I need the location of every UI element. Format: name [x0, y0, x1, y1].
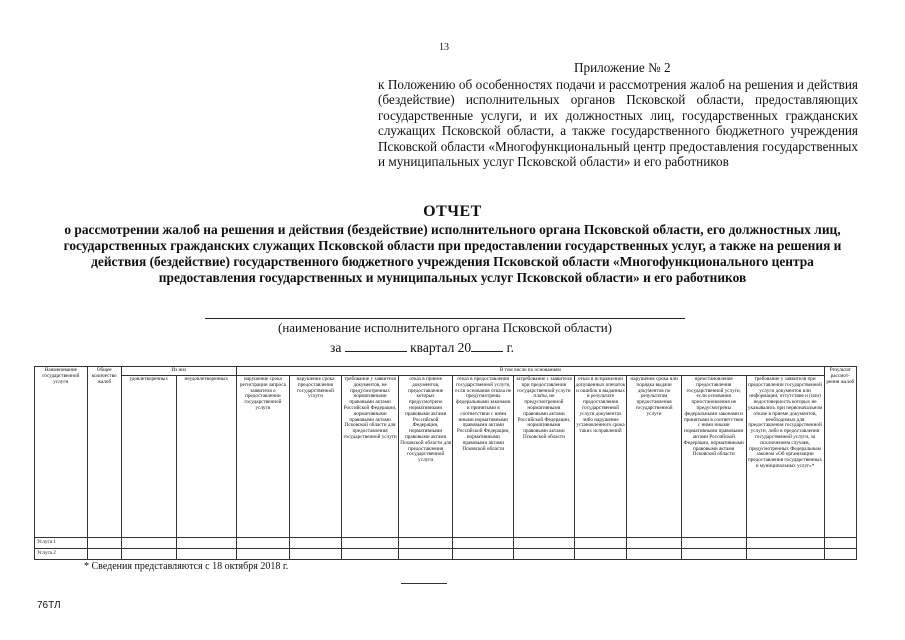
document-code: 76ТЛ: [37, 600, 61, 611]
page-number: 13: [439, 42, 449, 53]
table-row: [35, 549, 857, 560]
row-label: Услуга 2: [35, 549, 88, 560]
footnote: * Сведения представляются с 18 октября 2018 г.: [84, 561, 289, 572]
quarter-blank: [345, 339, 407, 352]
appendix-block: [378, 60, 858, 170]
header-ground-7: отказ в исправлении допущенных опечаток и ошибок в выданных в результате предоставления государственной услуги документах либо нарушение установленного срока таких исправлений: [574, 376, 627, 538]
period-prefix: за: [330, 340, 342, 355]
header-ground-1: нарушение срока регистрации запроса заявителя о предоставлении государственной услуги: [237, 376, 290, 538]
header-satisfied: удовлетворенных: [121, 376, 176, 538]
report-subtitle: о рассмотрении жалоб на решения и действия (бездействие) исполнительного органа Псковской области, его должностных лиц, государственных гражданских служащих Псковской области при предоставлении государственных услуг, а также на решения и действия (бездействие) государственного бюджетного учреждения Псковской области «Многофункционального центра предоставления государственных и муниципальных услуг Псковской области» и его работников: [63, 222, 842, 285]
year-blank: [471, 339, 503, 352]
header-result: Результат рассмот-рения жалоб: [824, 367, 856, 538]
header-ground-9: приостановление предоставления государственной услуги, если основания приостановления не предусмотрены федеральными законами и принятыми в соответствии с ними иными нормативными правовыми актами Российской Федерации, нормативными правовыми актами Псковской области: [681, 376, 746, 538]
row-label: Услуга 1: [35, 538, 88, 549]
period-middle: квартал 20: [410, 340, 472, 355]
divider: [401, 583, 447, 584]
header-unsatisfied: неудовлетворенных: [176, 376, 237, 538]
header-ground-8: нарушение срока или порядка выдачи документов по результатам предоставления государственной услуги: [627, 376, 682, 538]
header-ground-6: затребование с заявителя при предоставлении государственной услуги платы, не предусмотренной нормативными правовыми актами Российской Федерации, нормативными правовыми актами Псковской области: [514, 376, 575, 538]
appendix-title: Приложение № 2: [574, 60, 671, 75]
appendix-text: к Положению об особенностях подачи и рассмотрения жалоб на решения и действия (бездействие) исполнительных органов Псковской области, предоставляющих государственные услуги, и их должностных лиц, государственных гражданских служащих Псковской области, а также государственного бюджетного учреждения Псковской области «Многофункциональный центр предоставления государственных и муниципальных услуг Псковской области» и его работников: [378, 76, 858, 169]
header-service-name: Наименование государственной услуги: [35, 367, 88, 538]
org-name-caption: (наименование исполнительного органа Псковской области): [277, 320, 612, 335]
header-total: Общее количество жалоб: [87, 367, 121, 538]
header-ground-4: отказ в приеме документов, предоставление которых предусмотрено нормативными правовыми актами Российской Федерации, нормативными правовыми актами Псковской области для предоставления государственной услуги: [398, 376, 453, 538]
report-title: ОТЧЕТ: [423, 203, 482, 220]
header-of-them: Из них: [121, 367, 236, 376]
period-suffix: г.: [506, 340, 514, 355]
org-name-line: [205, 318, 685, 319]
header-ground-3: требование у заявителя документов, не предусмотренных нормативными правовыми актами Российской Федерации, нормативными правовыми актами Псковской области для предоставления государственной услуги: [342, 376, 399, 538]
header-ground-10: требование у заявителя при предоставлении государственной услуги документов или информации, отсутствие и (или) недостоверность которых не указывались при первоначальном отказе в приеме документов, необходимых для предоставления государственной услуги, либо в предоставлении государственной услуги, за исключением случаев, предусмотренных Федеральным законом «Об организации предоставления государственных и муниципальных услуг»*: [746, 376, 824, 538]
table-row: [35, 538, 857, 549]
reporting-period: [330, 339, 514, 356]
header-ground-5: отказ в предоставлении государственной услуги, если основания отказа не предусмотрены федеральными законами и принятыми в соответствии с ними иными нормативными правовыми актами Российской Федерации, нормативными правовыми актами Псковской области: [453, 376, 514, 538]
header-grounds: В том числе по основаниям: [237, 367, 824, 376]
header-ground-2: нарушение срока предоставления государственной услуги: [289, 376, 342, 538]
report-table: [34, 366, 857, 560]
